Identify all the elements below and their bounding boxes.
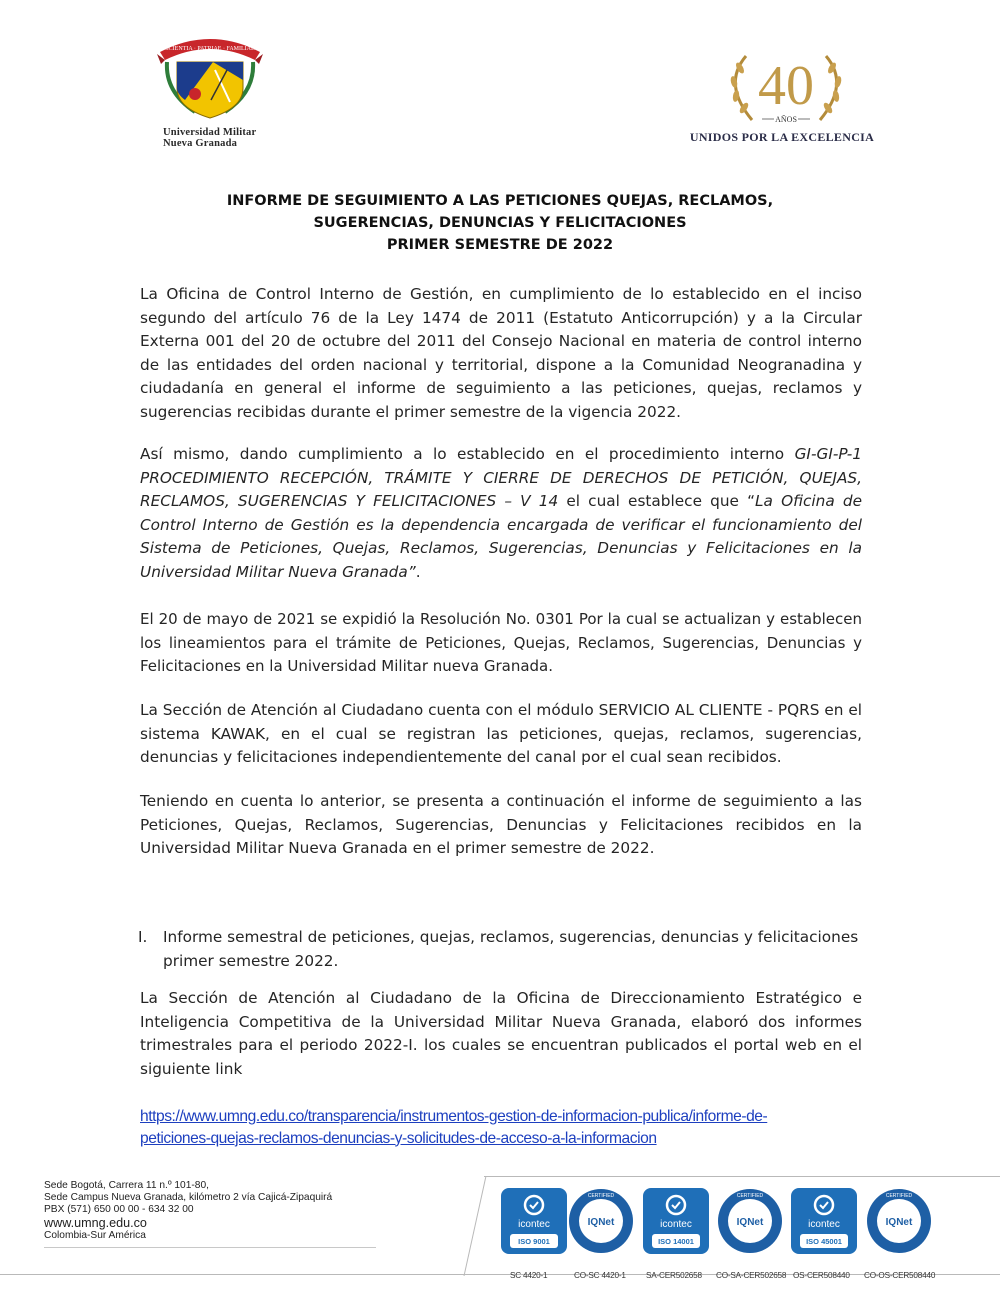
svg-text:icontec: icontec [518, 1219, 550, 1230]
svg-text:CERTIFIED: CERTIFIED [587, 1193, 615, 1199]
paragraph-4: La Sección de Atención al Ciudadano cuenta con el módulo SERVICIO AL CLIENTE - PQRS en el sistema KAWAK, en el cual se registran las peticiones, quejas, reclamos, sugerencias, denuncias y felicitaciones independientemente del canal por el cual sean recibidos. [140, 701, 862, 766]
svg-text:ISO 9001: ISO 9001 [518, 1237, 550, 1246]
footer-address-bogota: Sede Bogotá, Carrera 11 n.º 101-80, [44, 1180, 209, 1191]
footer-phone: PBX (571) 650 00 00 - 634 32 00 [44, 1204, 194, 1215]
svg-text:IQNet: IQNet [587, 1217, 615, 1228]
footer-country: Colombia-Sur América [44, 1230, 146, 1241]
paragraph-3: El 20 de mayo de 2021 se expidió la Resolución No. 0301 Por la cual se actualizan y establecen los lineamientos para el trámite de Peticiones, Quejas, Reclamos, Sugerencias, Denuncias y Felicitaciones en la Universidad Militar nueva Granada. [140, 610, 862, 675]
svg-text:icontec: icontec [660, 1219, 692, 1230]
paragraph-5: Teniendo en cuenta lo anterior, se presenta a continuación el informe de seguimiento a las Peticiones, Quejas, Reclamos, Sugerencias, Denuncias y Felicitaciones recibidos en la Universidad Militar Nueva Granada en el primer semestre de 2022. [140, 792, 862, 857]
footer-diagonal-line [460, 1176, 490, 1276]
svg-text:40: 40 [758, 55, 814, 117]
university-name-line1: Universidad Militar [163, 127, 257, 138]
umng-logo [155, 30, 265, 154]
icontec-iso-14001-icon [642, 1187, 710, 1255]
footer-top-line [484, 1176, 1000, 1177]
section-heading-text: Informe semestral de peticiones, quejas, reclamos, sugerencias, denuncias y felicitaciones primer semestre 2022. [163, 928, 859, 970]
svg-text:CERTIFIED: CERTIFIED [736, 1193, 764, 1199]
university-name-line2: Nueva Granada [163, 138, 238, 149]
cert-code-sa: SA-CER502658 [646, 1271, 702, 1280]
university-crest-icon [155, 30, 265, 120]
cert-code-co-sc: CO-SC 4420-1 [574, 1271, 626, 1280]
svg-text:ISO 14001: ISO 14001 [658, 1237, 694, 1246]
iqnet-certified-icon [716, 1187, 784, 1255]
icontec-iso-9001-icon [500, 1187, 568, 1255]
report-link[interactable] [140, 1106, 862, 1149]
title-line3: PRIMER SEMESTRE DE 2022 [386, 237, 614, 253]
svg-text:SCIENTIA · PATRIAE · FAMILIAE: SCIENTIA · PATRIAE · FAMILIAE [165, 46, 255, 52]
svg-text:AÑOS: AÑOS [775, 115, 797, 124]
paragraph-2: Así mismo, dando cumplimiento a lo establecido en el procedimiento interno GI-GI-P-1 PROCEDIMIENTO RECEPCIÓN, TRÁMITE Y CIERRE DE DERECHOS DE PETICIÓN, QUEJAS, RECLAMOS, SUGERENCIAS Y FELICITACIONES – V 14 el cual establece que “La Oficina de Control Interno de Gestión es la dependencia encargada de verificar el funcionamiento del Sistema de Peticiones, Quejas, Reclamos, Sugerencias, Denuncias y Felicitaciones en la Universidad Militar Nueva Granada”. [140, 445, 862, 581]
footer-website[interactable]: www.umng.edu.co [44, 1216, 147, 1230]
footer-address-campus: Sede Campus Nueva Granada, kilómetro 2 vía Cajicá-Zipaquirá [44, 1192, 333, 1203]
svg-text:ISO 45001: ISO 45001 [806, 1237, 842, 1246]
cert-code-co-sa: CO-SA-CER502658 [716, 1271, 787, 1280]
anniversary-tagline: UNIDOS POR LA EXCELENCIA [689, 130, 875, 144]
paragraph-1: La Oficina de Control Interno de Gestión, en cumplimiento de lo establecido en el inciso segundo del artículo 76 de la Ley 1474 de 2011 (Estatuto Anticorrupción) y a la Circular Externa 001 del 20 de octubre del 2011 del Consejo Nacional en materia de control interno de las entidades del orden nacional y territorial, dispone a la Comunidad Neogranadina y ciudadanía en general el informe de seguimiento a las peticiones, quejas, reclamos y sugerencias recibidas durante el primer semestre de la vigencia 2022. [140, 285, 862, 421]
icontec-iso-45001-icon [790, 1187, 858, 1255]
footer-divider [44, 1247, 376, 1248]
cert-code-os: OS-CER508440 [793, 1271, 850, 1280]
cert-code-co-os: CO-OS-CER508440 [864, 1271, 936, 1280]
svg-text:IQNet: IQNet [885, 1217, 913, 1228]
svg-text:icontec: icontec [808, 1219, 840, 1230]
report-link-line1[interactable]: https://www.umng.edu.co/transparencia/instrumentos-gestion-de-informacion-publica/informe-de- [140, 1108, 768, 1125]
footer-bottom-line [0, 1274, 1000, 1275]
anniversary-logo [676, 48, 888, 148]
iqnet-certified-icon [865, 1187, 933, 1255]
footer-contact [44, 1180, 332, 1242]
svg-text:IQNet: IQNet [736, 1217, 764, 1228]
cert-code-sc: SC 4420-1 [510, 1271, 548, 1280]
document-title [140, 190, 860, 256]
laurel-40-icon [716, 48, 856, 128]
section-number: I. [138, 928, 148, 946]
svg-text:CERTIFIED: CERTIFIED [885, 1193, 913, 1199]
paragraph-6: La Sección de Atención al Ciudadano de la Oficina de Direccionamiento Estratégico e Inteligencia Competitiva de la Universidad Militar Nueva Granada, elaboró dos informes trimestrales para el periodo 2022-I. los cuales se encuentran publicados el portal web en el siguiente link [140, 989, 862, 1078]
iqnet-certified-icon [567, 1187, 635, 1255]
title-line2: SUGERENCIAS, DENUNCIAS Y FELICITACIONES [313, 215, 687, 231]
title-line1: INFORME DE SEGUIMIENTO A LAS PETICIONES QUEJAS, RECLAMOS, [226, 193, 774, 209]
report-link-line2[interactable]: peticiones-quejas-reclamos-denuncias-y-solicitudes-de-acceso-a-la-informacion [140, 1129, 657, 1147]
